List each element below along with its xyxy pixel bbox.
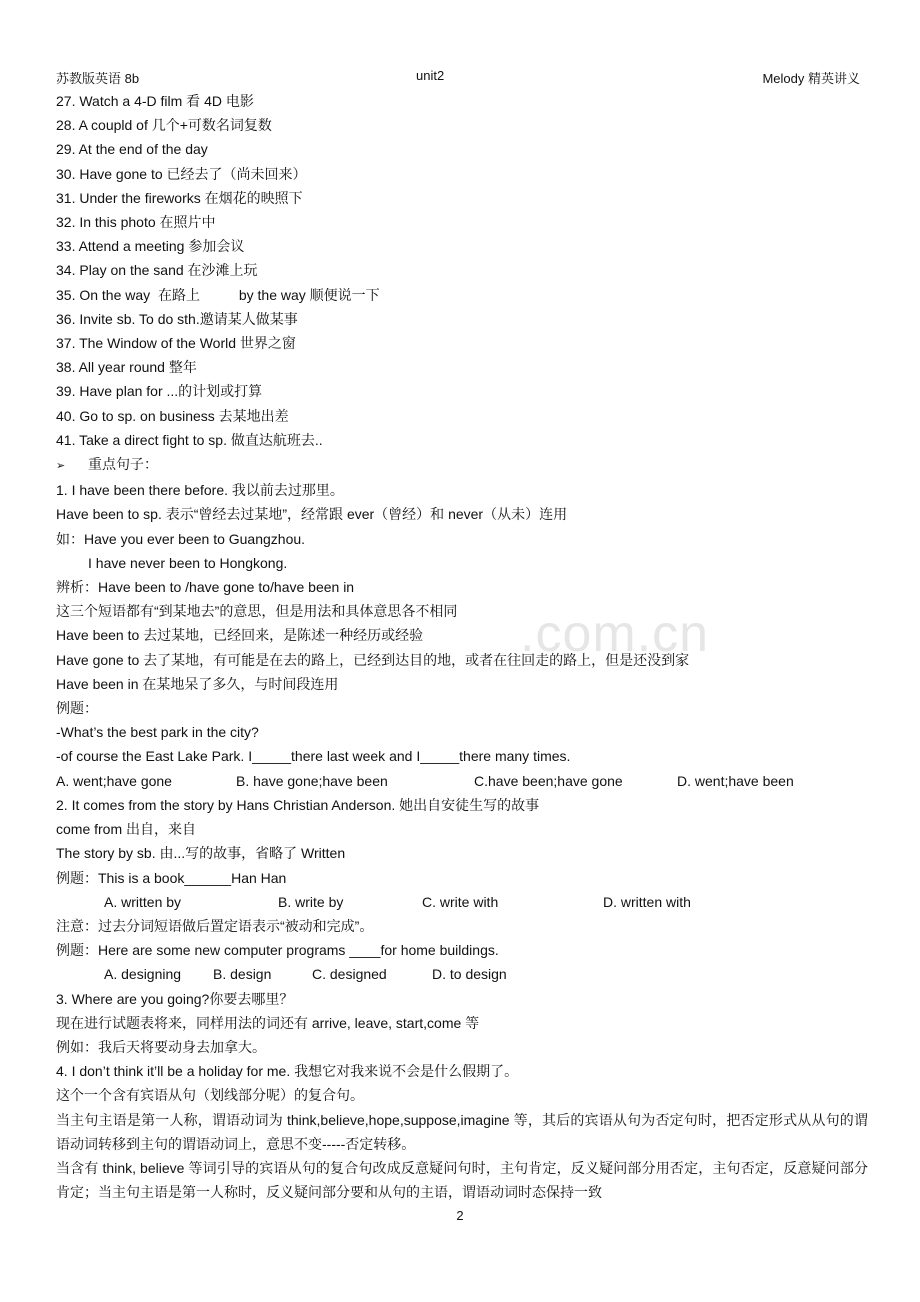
option: D. to design xyxy=(432,966,507,983)
option: A. designing xyxy=(104,966,182,983)
question-line: 例题：Here are some new computer programs ____for home buildings. xyxy=(56,942,499,959)
option: C. write with xyxy=(422,893,499,910)
note-line: 现在进行试题表将来，同样用法的词还有 arrive, leave, start,come 等 xyxy=(56,1014,480,1031)
sentence-1 xyxy=(56,478,868,793)
arrow-bullet-icon: ➢ xyxy=(56,460,66,473)
example-label: 例题： xyxy=(56,700,98,717)
comparison-item: Have been in 在某地呆了多久，与时间段连用 xyxy=(56,675,339,692)
phrase-item: 34. Play on the sand 在沙滩上玩 xyxy=(56,262,258,279)
options-row xyxy=(56,962,868,986)
phrase-item: 41. Take a direct fight to sp. 做直达航班去.. xyxy=(56,431,323,448)
phrase-item: 27. Watch a 4-D film 看 4D 电影 xyxy=(56,93,254,109)
question-line: -What’s the best park in the city? xyxy=(56,724,259,741)
question-line: -of course the East Lake Park. I_____there last week and I_____there many times. xyxy=(56,748,571,765)
sentence-title: 4. I don’t think it’ll be a holiday for me. 我想它对我来说不会是什么假期了。 xyxy=(56,1063,519,1080)
note-line: come from 出自，来自 xyxy=(56,821,197,838)
header-left: 苏教版英语 8b xyxy=(56,71,140,86)
note-line: The story by sb. 由...写的故事，省略了 Written xyxy=(56,845,346,862)
section-heading xyxy=(56,452,868,478)
sentence-title: 1. I have been there before. 我以前去过那里。 xyxy=(56,482,344,499)
option: C.have been;have gone xyxy=(474,772,623,789)
phrase-item: 39. Have plan for ...的计划或打算 xyxy=(56,383,263,400)
section-title: 重点句子： xyxy=(88,456,158,473)
phrase-item: 37. The Window of the World 世界之窗 xyxy=(56,335,296,352)
phrase-item: 32. In this photo 在照片中 xyxy=(56,214,216,231)
example-line: 如：Have you ever been to Guangzhou. xyxy=(56,530,306,547)
phrase-item: 36. Invite sb. To do sth.邀请某人做某事 xyxy=(56,310,298,327)
phrase-item: 40. Go to sp. on business 去某地出差 xyxy=(56,407,289,424)
option: C. designed xyxy=(312,966,387,983)
header-center: unit2 xyxy=(416,68,445,83)
option: A. written by xyxy=(104,893,182,910)
comparison-item: Have been to 去过某地，已经回来，是陈述一种经历或经验 xyxy=(56,627,424,644)
sentence-title: 2. It comes from the story by Hans Christian Anderson. 她出自安徒生写的故事 xyxy=(56,796,540,813)
option: A. went;have gone xyxy=(56,772,172,789)
watermark: .com.cn xyxy=(520,605,710,663)
document-body xyxy=(56,89,868,1204)
question-line: 例题：This is a book______Han Han xyxy=(56,869,287,886)
comparison-heading: 辨析：Have been to /have gone to/have been in xyxy=(56,579,355,596)
sentence-title: 3. Where are you going?你要去哪里？ xyxy=(56,990,294,1007)
comparison-desc: 这三个短语都有“到某地去”的意思，但是用法和具体意思各不相同 xyxy=(56,603,458,620)
options-row xyxy=(56,769,868,793)
sentence-2 xyxy=(56,793,868,987)
sentence-3 xyxy=(56,987,868,1060)
note-line: 这个一个含有宾语从句（划线部分呢）的复合句。 xyxy=(56,1087,364,1104)
header-right: Melody 精英讲义 xyxy=(762,71,860,86)
paragraph: 当含有 think, believe 等词引导的宾语从句的复合句改成反意疑问句时，主句肯定，反义疑问部分用否定，主句否定，反意疑问部分肯定；当主句主语是第一人称时，反义疑问部分要和从句的主语，谓语动词时态保持一致 xyxy=(56,1159,868,1201)
phrase-item: 29. At the end of the day xyxy=(56,141,208,158)
phrase-item: 28. A coupld of 几个+可数名词复数 xyxy=(56,117,272,134)
option: B. write by xyxy=(278,893,344,910)
page-number: 2 xyxy=(456,1208,464,1223)
phrase-item: 31. Under the fireworks 在烟花的映照下 xyxy=(56,189,303,206)
option: B. design xyxy=(213,966,272,983)
note-line: Have been to sp. 表示“曾经去过某地”，经常跟 ever（曾经）和 never（从未）连用 xyxy=(56,506,568,523)
note-line: 注意：过去分词短语做后置定语表示“被动和完成”。 xyxy=(56,917,374,934)
phrase-item: 33. Attend a meeting 参加会议 xyxy=(56,238,245,255)
paragraph: 当主句主语是第一人称，谓语动词为 think,believe,hope,suppose,imagine 等，其后的宾语从句为否定句时，把否定形式从从句的谓语动词转移到主句的谓语动词上，意思不变-----否定转移。 xyxy=(56,1111,868,1152)
option: D. written with xyxy=(603,893,691,910)
sentence-4 xyxy=(56,1059,868,1204)
page-header xyxy=(56,68,860,88)
phrase-list xyxy=(56,89,868,452)
phrase-item: 35. On the way 在路上 by the way 顺便说一下 xyxy=(56,286,380,303)
phrase-item: 38. All year round 整年 xyxy=(56,359,197,376)
options-row xyxy=(56,890,868,914)
comparison-item: Have gone to 去了某地，有可能是在去的路上，已经到达目的地，或者在往回走的路上，但是还没到家 xyxy=(56,651,690,668)
example-line: I have never been to Hongkong. xyxy=(88,554,288,571)
option: B. have gone;have been xyxy=(236,772,388,789)
option: D. went;have been xyxy=(677,772,794,789)
phrase-item: 30. Have gone to 已经去了（尚未回来） xyxy=(56,165,307,182)
example-line: 例如：我后天将要动身去加拿大。 xyxy=(56,1038,266,1055)
